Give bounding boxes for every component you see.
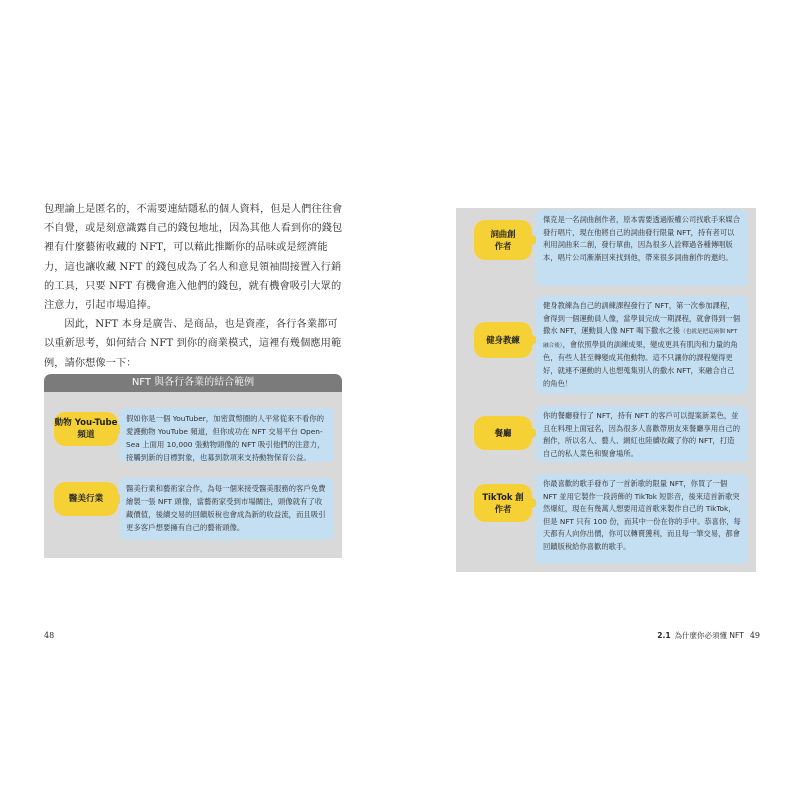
example-tag-tiktok	[474, 484, 532, 522]
body-text	[44, 200, 344, 373]
fitness-text-note: （也就是把這兩個 NFT融合後）	[543, 329, 738, 349]
example-bubble-fitness	[536, 296, 748, 394]
example-box	[44, 392, 342, 558]
paragraph-2: 因此，NFT 本身是廣告、是商品，也是資產，各行各業都可以重新思考，如何結合 NFT 到你的商業模式，這裡有幾個應用範例，請你想像一下：	[44, 319, 342, 369]
page-number-right: 49	[749, 631, 760, 640]
fitness-text-before: 健身教練為自己的訓練課程發行了 NFT，第一次參加課程，會得到一個運動員人像，當學員完成一期課程，就會得到一個撒水 NFT，運動員人像 NFT 喝下撒水之後	[543, 301, 741, 336]
example-panel	[456, 208, 756, 572]
example-bubble-aesthetics: 醫美行業和藝術家合作，為每一個來接受醫美服務的客戶免費繪製一張 NFT 頭像，當藝術家受到市場關注，頭像就有了收藏價值，後續交易的回饋版稅也會成為新的收益流，而且吸引更多客戶想要擁有自己的藝術頭像。	[120, 478, 334, 540]
page-number-left: 48	[44, 631, 55, 640]
example-bubble-youtube: 假如你是一個 YouTuber，加密貨幣圈的人平常從來不看你的愛護動物 YouTube 頻道，但你成功在 NFT 交易平台 Open-Sea 上面用 10,000 張動物頭像的 NFT 吸引他們的注意力，接觸到新的目標對象，也募到款項來支持動物保育公益。	[120, 408, 334, 462]
example-tag-youtube	[54, 412, 118, 446]
example-bubble-songwriter: 傑克是一名詞曲創作者，原本需要透過版權公司找歌手來媒合發行唱片，現在他將自己的詞曲發行限量 NFT，持有者可以利用詞曲來二創，發行單曲，因為很多人詮釋過各種傳唱版本，唱片公司漸漸回來找到他，帶來很多詞曲創作的邀約。	[536, 210, 748, 286]
example-tag-restaurant	[474, 416, 532, 450]
example-tag-songwriter	[474, 220, 532, 260]
example-box-title: NFT 與各行各業的結合範例	[44, 374, 342, 392]
example-bubble-tiktok: 你最喜歡的歌手發布了一首新歌的限量 NFT，你買了一個 NFT 並用它製作一段誇飾的 TikTok 短影音，後來這首新歌突然爆紅，現在有幾萬人想要用這首歌來製作自己的 TikTok，但是 NFT 只有 100 份，而其中一份在你的手中。恭喜你，每天都有人向你出價，你可以轉賣獲利，而且每一筆交易，都會回饋版稅給你喜歡的歌手。	[536, 474, 748, 564]
section-number: 2.1	[657, 631, 671, 640]
page-footer-right	[657, 630, 760, 641]
example-bubble-restaurant: 你的餐廳發行了 NFT，持有 NFT 的客戶可以提案新菜色，並且在料理上面冠名，因為很多人喜歡帶朋友來餐廳享用自己的創作，所以名人、藝人、網紅也陸續收藏了你的 NFT，打造自己的私人菜色和聚會場所。	[536, 406, 748, 462]
example-tag-label: TikTok 創作者	[482, 492, 524, 514]
section-title: 為什麼你必須懂 NFT	[674, 631, 744, 640]
fitness-text-after: ，會依照學員的訓練成果，變成更具有肌肉和力量的角色，有些人甚至轉變成其他動物。這不只讓你的課程變得更好，就連不運動的人也想蒐集別人的撒水 NFT，來融合自己的角色！	[543, 339, 738, 388]
example-tag-label: 動物 You-Tube 頻道	[54, 418, 118, 440]
example-tag-fitness	[474, 322, 532, 358]
example-tag-label: 健身教練	[486, 335, 520, 345]
example-tag-label: 醫美行業	[68, 494, 104, 504]
paragraph-1: 包理論上是匿名的，不需要連結隱私的個人資料，但是人們往往會不自覺，或是刻意識露自己的錢包地址，因為其他人看到你的錢包裡有什麼藝術收藏的 NFT，可以藉此推斷你的品味或是經濟能力，這也讓收藏 NFT 的錢包成為了名人和意見領袖間接置入行銷的工具，只要 NFT 有機會進入他們的錢包，就有機會吸引大眾的注意力，引起市場追捧。	[44, 204, 343, 312]
example-tag-label: 餐廳	[494, 428, 512, 438]
example-tag-label: 詞曲創作者	[490, 229, 516, 251]
example-tag-aesthetics	[54, 482, 118, 516]
